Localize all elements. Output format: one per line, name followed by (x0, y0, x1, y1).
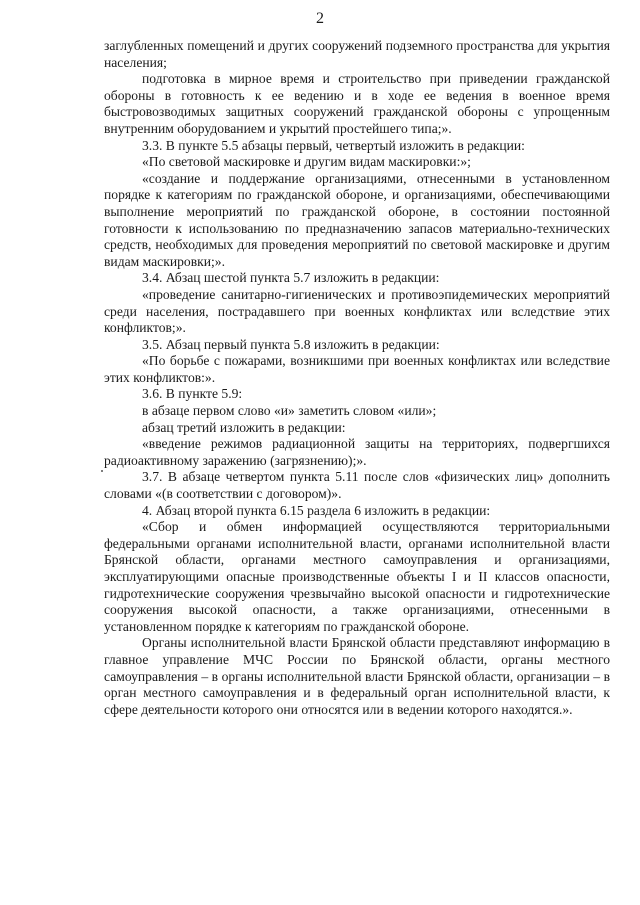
paragraph: подготовка в мирное время и строительство при приведении гражданской обороны в готовность к ее ведению и в ходе ее ведения в военное время быстровозводимых защитных сооружений гражданской обороны с упрощенным внутренним оборудованием и укрытий простейшего типа;». (104, 71, 610, 136)
paragraph: Органы исполнительной власти Брянской области представляют информацию в главное управление МЧС России по Брянской области, органы местного самоуправления – в органы исполнительной власти Брянской области, организации – в орган местного самоуправления и в федеральный орган исполнительной власти, к сфере деятельности которого они относятся или в ведении которого находятся.». (104, 635, 610, 717)
paragraph: абзац третий изложить в редакции: (142, 419, 346, 435)
paragraph: «введение режимов радиационной защиты на территориях, подвергшихся радиоактивному заражению (загрязнению);». (104, 436, 610, 468)
paragraph: 3.3. В пункте 5.5 абзацы первый, четвертый изложить в редакции: (142, 137, 525, 153)
paragraph: 3.4. Абзац шестой пункта 5.7 изложить в редакции: (142, 270, 440, 286)
paragraph: в абзаце первом слово «и» заметить словом «или»; (142, 403, 437, 419)
page-number: 2 (316, 10, 324, 27)
paragraph: 3.7. В абзаце четвертом пункта 5.11 после слов «физических лиц» дополнить словами «(в соответствии с договором)». (104, 469, 610, 502)
paragraph: «Сбор и обмен информацией осуществляются территориальными федеральными органами исполнительной власти, органами исполнительной власти Брянской области, органами местного самоуправления и организациями, эксплуатирующими опасные производственные объекты I и II классов опасности, гидротехнические сооружения чрезвычайно высокой опасности и гидротехнические сооружения высокой опасности, а также организациями, отнесенными в установленном порядке к категориям по гражданской обороне. (104, 519, 610, 634)
paragraph: заглубленных помещений и других сооружений подземного пространства для укрытия населения; (104, 38, 610, 70)
paragraph: 3.5. Абзац первый пункта 5.8 изложить в редакции: (142, 336, 440, 352)
scan-mark (101, 470, 103, 472)
paragraph: «По борьбе с пожарами, возникшими при военных конфликтах или вследствие этих конфликтов:». (104, 353, 610, 385)
paragraph: «проведение санитарно-гигиенических и противоэпидемических мероприятий среди населения, пострадавшего при военных конфликтах или вследствие этих конфликтов;». (104, 286, 610, 336)
paragraph: 4. Абзац второй пункта 6.15 раздела 6 изложить в редакции: (142, 502, 491, 518)
paragraph: 3.6. В пункте 5.9: (142, 386, 243, 402)
document-body (104, 38, 610, 718)
paragraph: «По световой маскировке и другим видам маскировки:»; (142, 154, 471, 170)
paragraph: «создание и поддержание организациями, отнесенными в установленном порядке к категориям по гражданской обороне, и организациями, обеспечивающими выполнение мероприятий по гражданской обороне, в состоянии постоянной готовности к использованию по предназначению запасов материально-технических средств, необходимых для проведения мероприятий по световой маскировке и другим видам маскировки;». (104, 170, 610, 269)
